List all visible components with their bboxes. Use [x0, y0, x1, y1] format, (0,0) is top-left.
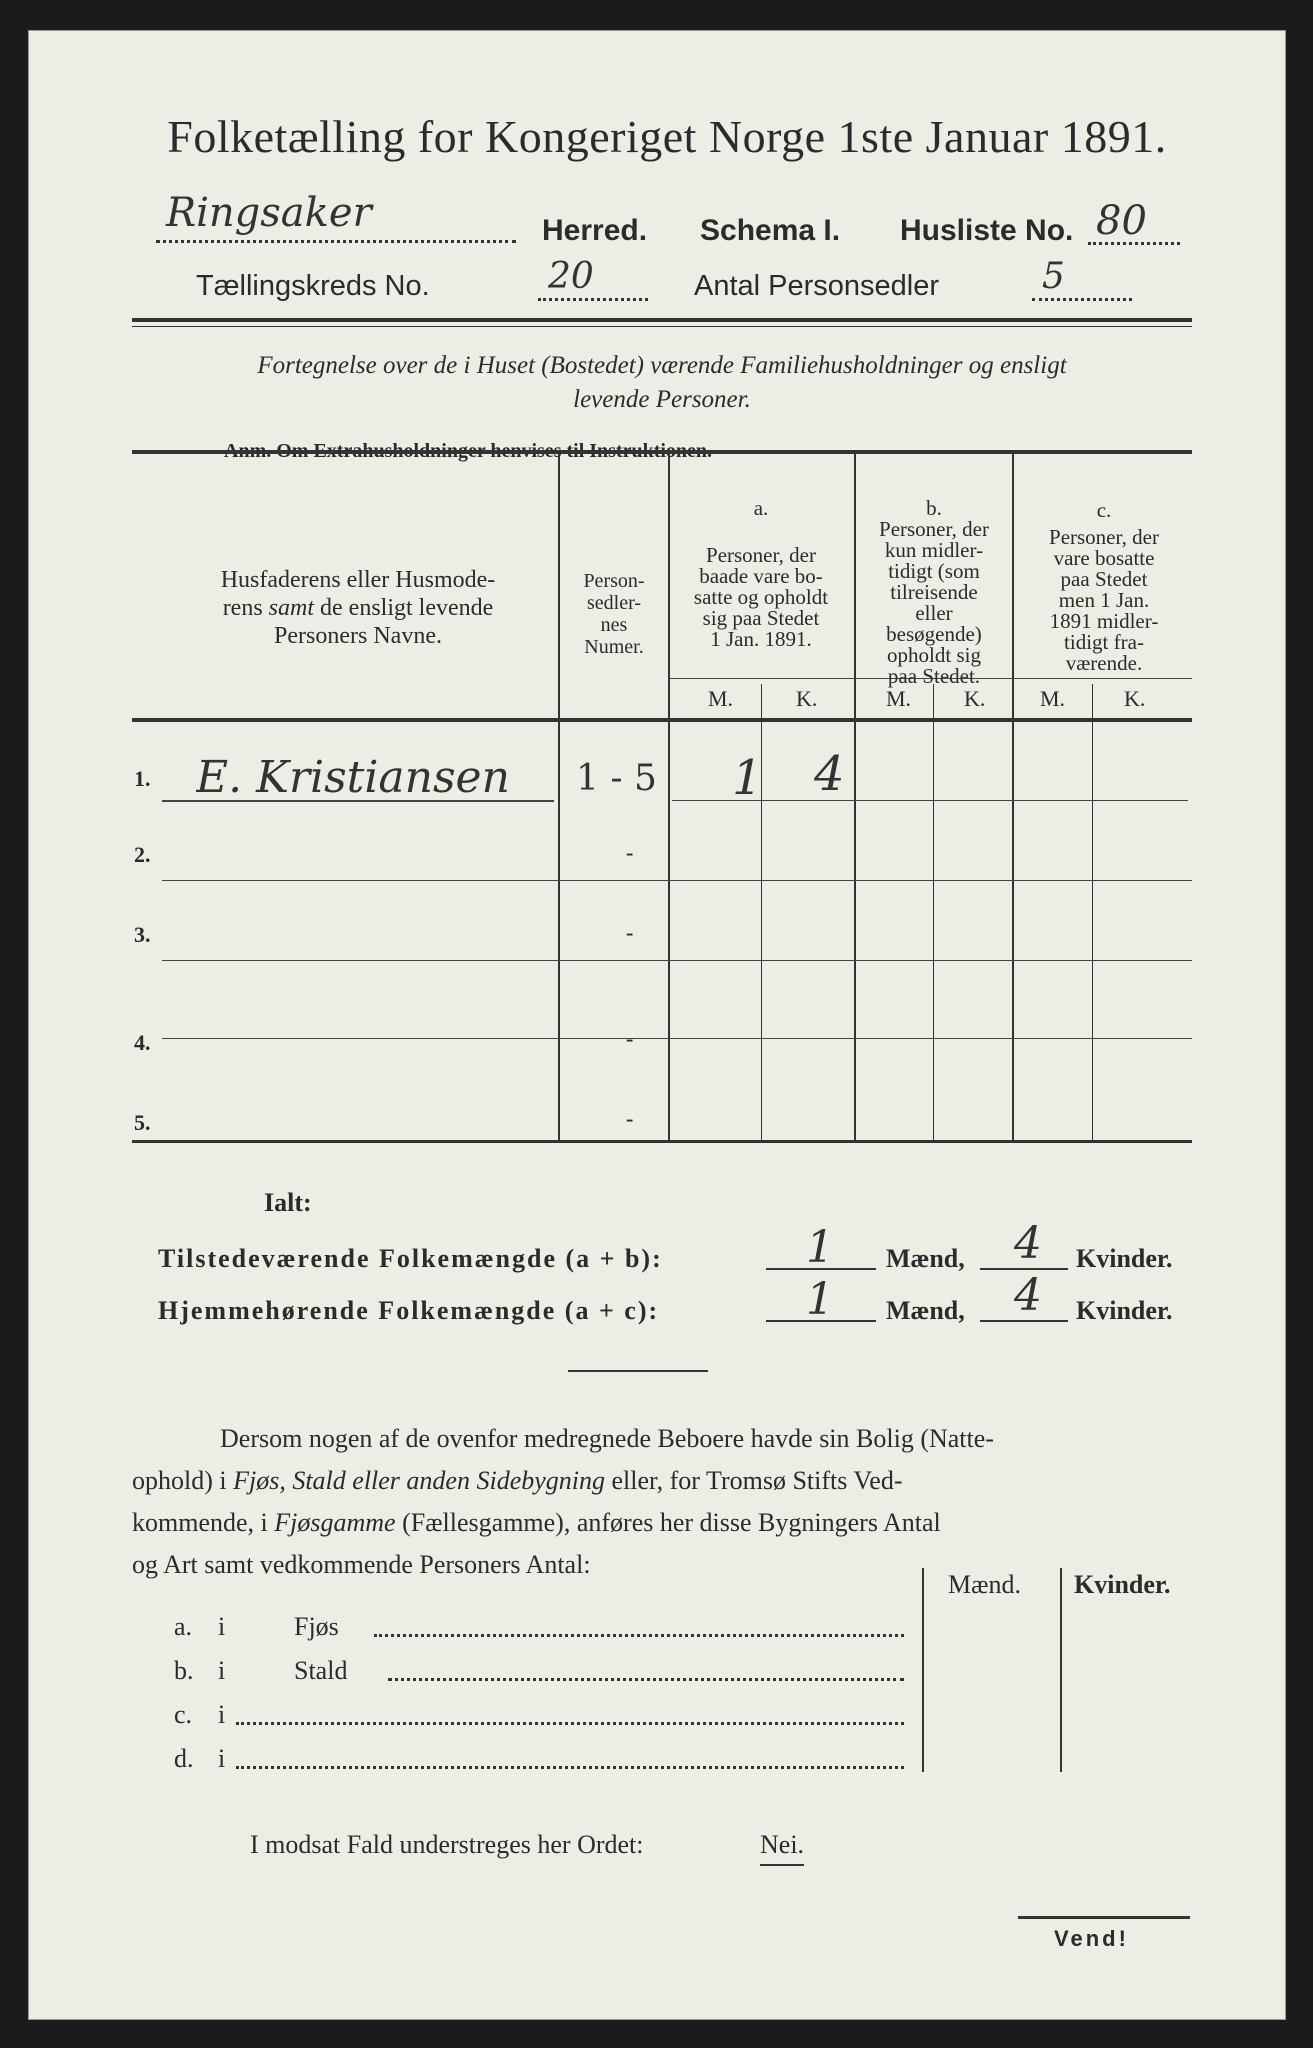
- row-4-no: 4.: [134, 1030, 151, 1055]
- col-c-k: K.: [1124, 686, 1146, 711]
- herred-label: Herred.: [542, 214, 648, 247]
- intro-line1: Fortegnelse over de i Huset (Bostedet) værende Familiehusholdninger og ensligt: [257, 352, 1067, 379]
- para-l3b: Fjøsgamme: [274, 1508, 396, 1537]
- antal-label: Antal Personsedler: [694, 270, 940, 302]
- col-names-l3: Personers Navne.: [274, 623, 442, 649]
- section-separator: [568, 1370, 708, 1372]
- col-names-l2c: de ensligt levende: [314, 595, 494, 621]
- row-3-no: 3.: [134, 922, 151, 947]
- modsat-text: I modsat Fald understreges her Ordet:: [250, 1830, 644, 1859]
- col-b-m: M.: [886, 686, 912, 711]
- building-a-dots: [374, 1634, 904, 1637]
- col-names-header: [168, 566, 548, 650]
- hjemme-k-value: 4: [1014, 1270, 1042, 1321]
- col-names-l2a: rens: [222, 595, 269, 621]
- table-bottom-rule: [132, 1140, 1192, 1143]
- row-rule: [162, 880, 1192, 881]
- col-a-l5: 1 Jan. 1891.: [710, 627, 812, 651]
- row-4-num: -: [626, 1026, 634, 1051]
- col-b-l7: opholdt sig: [887, 643, 981, 667]
- col-c-l5: 1891 midler-: [1049, 609, 1159, 633]
- col-num-l4: Numer.: [584, 636, 644, 658]
- para-l2: [132, 1460, 1192, 1502]
- herred-value: Ringsaker: [166, 190, 372, 236]
- building-row-d: [174, 1744, 914, 1774]
- husliste-value: 80: [1096, 198, 1147, 244]
- building-c-letter: c.: [174, 1700, 193, 1729]
- col-c-header: [1014, 500, 1194, 674]
- col-c-m: M.: [1040, 686, 1066, 711]
- col-names-l1: Husfaderens eller Husmode-: [220, 567, 496, 593]
- building-a-i: i: [218, 1612, 226, 1641]
- col-c-l2: vare bosatte: [1053, 546, 1155, 570]
- para-l4: og Art samt vedkommende Personers Antal:: [132, 1550, 591, 1579]
- col-a-k: K.: [796, 686, 818, 711]
- para-l3: [132, 1502, 1192, 1544]
- table-top-rule: [132, 450, 1192, 454]
- tilstede-k-value: 4: [1014, 1218, 1042, 1269]
- col-b-k: K.: [964, 686, 986, 711]
- buildings-divider: [922, 1568, 924, 1772]
- col-b-header: [856, 498, 1012, 687]
- col-c-l6: tidigt fra-: [1064, 630, 1144, 654]
- col-num-header: [562, 570, 666, 658]
- row-rule: [162, 960, 1192, 961]
- row-1-a-k: 4: [814, 746, 845, 802]
- row-1-a-m: 1: [732, 750, 763, 806]
- col-b-l5: eller: [915, 601, 953, 625]
- col-num-l1: Person-: [583, 570, 645, 592]
- tilstede-m-value: 1: [806, 1222, 834, 1273]
- header-rule-thin: [132, 326, 1192, 327]
- building-c-dots: [236, 1722, 904, 1725]
- col-c-letter: c.: [1096, 498, 1112, 522]
- building-d-dots: [236, 1766, 904, 1769]
- col-c-l7: værende.: [1065, 651, 1143, 675]
- intro-line2: levende Personer.: [573, 386, 751, 413]
- col-a-header: [670, 498, 852, 650]
- col-c-l3: paa Stedet: [1060, 567, 1148, 591]
- row-rule: [162, 1038, 1192, 1039]
- para-l2b: Fjøs, Stald eller anden Sidebygning: [233, 1466, 605, 1495]
- col-names-l2b: samt: [268, 595, 315, 621]
- kreds-value: 20: [548, 256, 594, 297]
- building-b-letter: b.: [174, 1656, 194, 1685]
- col-b-l2: kun midler-: [884, 538, 984, 562]
- kreds-label: Tællingskreds No.: [196, 270, 430, 302]
- hjemme-label: Hjemmehørende Folkemængde (a + c):: [158, 1296, 660, 1325]
- building-d-i: i: [218, 1744, 226, 1773]
- col-num-l2: sedler-: [586, 592, 641, 614]
- building-a-label: Fjøs: [294, 1612, 339, 1641]
- para-l2a: ophold) i: [132, 1466, 234, 1495]
- col-num-l3: nes: [600, 614, 628, 636]
- table-header-rule: [132, 718, 1192, 722]
- husliste-label: Husliste No.: [900, 214, 1074, 247]
- building-b-i: i: [218, 1656, 226, 1685]
- para-l3c: (Fællesgamme), anføres her disse Bygningers Antal: [395, 1508, 941, 1537]
- building-a-letter: a.: [174, 1612, 193, 1641]
- col-c-l1: Personer, der: [1049, 525, 1159, 549]
- buildings-kvinder-header: Kvinder.: [1074, 1570, 1171, 1599]
- buildings-divider: [1060, 1568, 1062, 1772]
- tilstede-maend: Mænd,: [886, 1244, 965, 1273]
- col-a-l2: baade vare bo-: [699, 564, 823, 588]
- antal-value: 5: [1042, 256, 1065, 297]
- hjemme-maend: Mænd,: [886, 1296, 965, 1325]
- row-2-num: -: [626, 840, 634, 865]
- row-5-num: -: [626, 1106, 634, 1131]
- header-rule: [132, 318, 1192, 322]
- col-b-l1: Personer, der: [879, 517, 989, 541]
- nei-word: Nei.: [760, 1830, 804, 1866]
- col-names-l2: [168, 594, 548, 622]
- para-l1: Dersom nogen af de ovenfor medregnede Beboere havde sin Bolig (Natte-: [220, 1424, 994, 1453]
- sidebygning-paragraph: [132, 1418, 1192, 1586]
- col-b-l6: besøgende): [886, 622, 982, 646]
- hjemme-kvinder: Kvinder.: [1076, 1296, 1173, 1325]
- col-b-l3: tidigt (som: [888, 559, 980, 583]
- col-divider-thin: [933, 684, 934, 1142]
- tilstede-kvinder: Kvinder.: [1076, 1244, 1173, 1273]
- vend-rule: [1018, 1916, 1190, 1919]
- vend-text: Vend!: [1054, 1926, 1129, 1951]
- buildings-maend-header: Mænd.: [948, 1570, 1021, 1599]
- col-c-l4: men 1 Jan.: [1058, 588, 1150, 612]
- col-b-letter: b.: [926, 496, 942, 520]
- row-2-no: 2.: [134, 842, 151, 867]
- col-a-l1: Personer, der: [706, 543, 816, 567]
- col-b-l8: paa Stedet.: [887, 664, 981, 688]
- col-a-letter: a.: [753, 496, 769, 520]
- schema-label: Schema I.: [700, 214, 841, 247]
- para-l2c: eller, for Tromsø Stifts Ved-: [605, 1466, 903, 1495]
- col-b-l4: tilreisende: [890, 580, 978, 604]
- para-l3a: kommende, i: [132, 1508, 275, 1537]
- tilstede-label: Tilstedeværende Folkemængde (a + b):: [158, 1244, 663, 1273]
- building-row-c: [174, 1700, 914, 1730]
- col-a-l4: sig paa Stedet: [702, 606, 820, 630]
- row-3-num: -: [626, 920, 634, 945]
- row-1-num: 1 - 5: [576, 758, 657, 799]
- col-divider-thin: [1092, 684, 1093, 1142]
- building-b-label: Stald: [294, 1656, 348, 1685]
- row-1-no: 1.: [134, 766, 151, 791]
- building-b-dots: [388, 1678, 904, 1681]
- hjemme-m-value: 1: [806, 1274, 834, 1325]
- col-a-l3: satte og opholdt: [693, 585, 829, 609]
- row-5-no: 5.: [134, 1110, 151, 1135]
- building-c-i: i: [218, 1700, 226, 1729]
- ialt-label: Ialt:: [264, 1188, 312, 1217]
- row-1-name: E. Kristiansen: [196, 752, 510, 803]
- building-row-b: [174, 1656, 914, 1686]
- census-form-page: [28, 30, 1286, 2020]
- col-a-m: M.: [708, 686, 734, 711]
- building-d-letter: d.: [174, 1744, 194, 1773]
- form-title: Folketælling for Kongeriget Norge 1ste Januar 1891.: [167, 111, 1167, 162]
- building-row-a: [174, 1612, 914, 1642]
